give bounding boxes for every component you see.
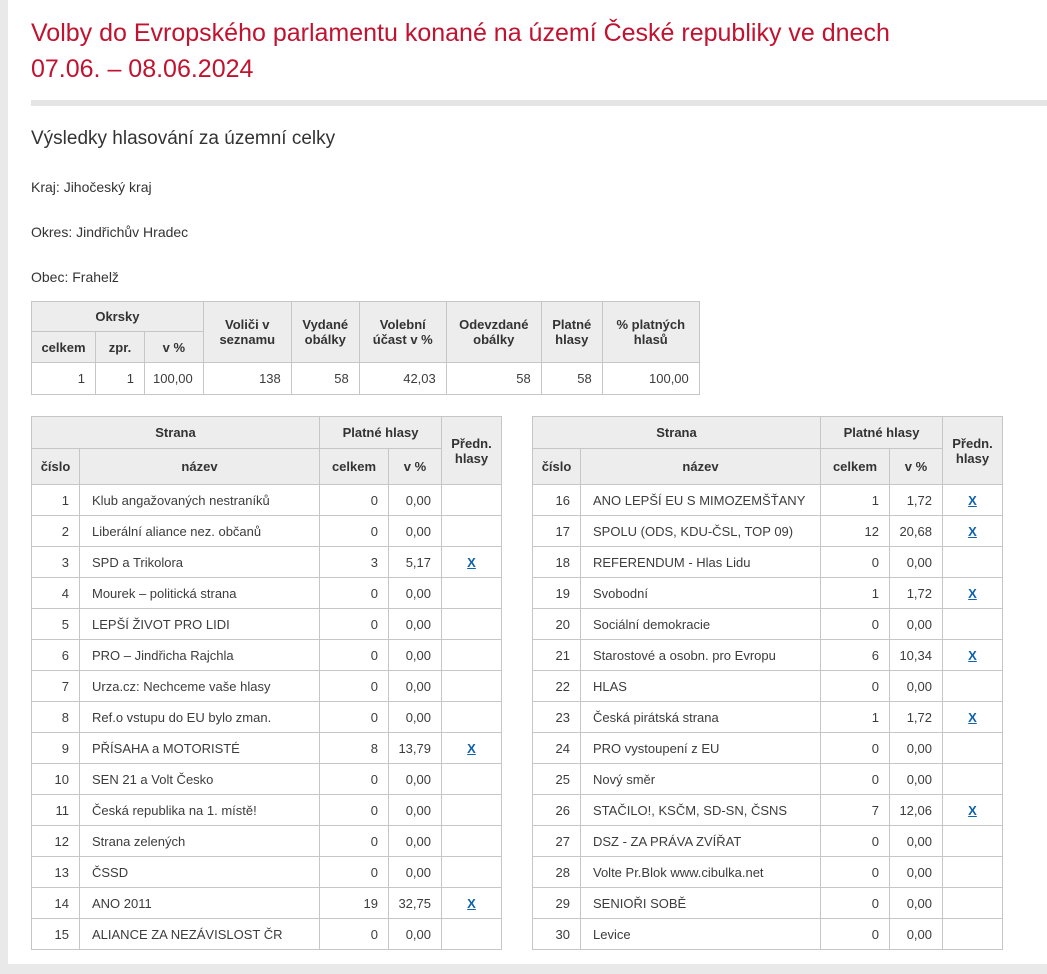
- party-number-cell: 29: [533, 888, 581, 919]
- odevzdane-obalky-value: 58: [446, 363, 541, 395]
- header-okrsky-zpr: zpr.: [96, 332, 145, 363]
- pref-votes-cell: [442, 888, 502, 919]
- party-name-cell: Ref.o vstupu do EU bylo zman.: [80, 702, 320, 733]
- party-total-cell: 1: [821, 578, 890, 609]
- pref-votes-cell: [442, 919, 502, 950]
- party-name-cell: Klub angažovaných nestraníků: [80, 485, 320, 516]
- title-divider: [31, 100, 1047, 106]
- obec-value: Frahelž: [72, 269, 119, 285]
- party-row: [533, 547, 1003, 578]
- party-total-cell: 0: [821, 733, 890, 764]
- party-row: [32, 516, 502, 547]
- party-header-row-1: [533, 417, 1003, 449]
- party-total-cell: 0: [320, 671, 389, 702]
- volebni-ucast-value: 42,03: [359, 363, 446, 395]
- party-row: [32, 609, 502, 640]
- party-name-cell: ANO LEPŠÍ EU S MIMOZEMŠŤANY: [581, 485, 821, 516]
- party-name-cell: Česká republika na 1. místě!: [80, 795, 320, 826]
- page-title: Volby do Evropského parlamentu konané na území České republiky ve dnech 07.06. – 08.06.2024: [31, 19, 890, 83]
- pref-votes-cell: [442, 547, 502, 578]
- party-percent-cell: 12,06: [890, 795, 943, 826]
- party-row: [533, 609, 1003, 640]
- party-percent-cell: 0,00: [890, 671, 943, 702]
- summary-header-row-1: [32, 302, 700, 332]
- party-name-cell: Urza.cz: Nechceme vaše hlasy: [80, 671, 320, 702]
- header-vydane-obalky: Vydané obálky: [291, 302, 359, 363]
- region-line-okres: [31, 224, 1047, 240]
- party-row: [533, 671, 1003, 702]
- pref-votes-cell: [943, 702, 1003, 733]
- header-okrsky-v-pct: v %: [145, 332, 204, 363]
- party-number-cell: 4: [32, 578, 80, 609]
- party-number-cell: 30: [533, 919, 581, 950]
- pref-votes-cell: [442, 857, 502, 888]
- party-percent-cell: 5,17: [389, 547, 442, 578]
- party-name-cell: Sociální demokracie: [581, 609, 821, 640]
- pref-votes-cell: [943, 516, 1003, 547]
- header-v-pct: v %: [890, 449, 943, 485]
- party-percent-cell: 0,00: [389, 485, 442, 516]
- party-name-cell: Volte Pr.Blok www.cibulka.net: [581, 857, 821, 888]
- okrsky-celkem-value: 1: [32, 363, 96, 395]
- party-percent-cell: 0,00: [389, 702, 442, 733]
- party-name-cell: SPD a Trikolora: [80, 547, 320, 578]
- party-total-cell: 8: [320, 733, 389, 764]
- header-cislo: číslo: [533, 449, 581, 485]
- party-name-cell: Starostové a osobn. pro Evropu: [581, 640, 821, 671]
- party-total-cell: 0: [320, 919, 389, 950]
- party-number-cell: 8: [32, 702, 80, 733]
- pref-votes-link[interactable]: X: [467, 740, 476, 756]
- party-number-cell: 26: [533, 795, 581, 826]
- pref-votes-cell: [943, 640, 1003, 671]
- party-row: [32, 547, 502, 578]
- pref-votes-cell: [943, 919, 1003, 950]
- party-percent-cell: 0,00: [890, 733, 943, 764]
- party-number-cell: 18: [533, 547, 581, 578]
- pref-votes-cell: [943, 857, 1003, 888]
- header-volici-v-seznamu: Voliči v seznamu: [203, 302, 291, 363]
- party-number-cell: 9: [32, 733, 80, 764]
- obec-label: Obec:: [31, 269, 69, 285]
- party-number-cell: 16: [533, 485, 581, 516]
- vydane-obalky-value: 58: [291, 363, 359, 395]
- party-row: [533, 795, 1003, 826]
- party-total-cell: 0: [821, 826, 890, 857]
- party-number-cell: 25: [533, 764, 581, 795]
- party-percent-cell: 0,00: [890, 547, 943, 578]
- party-name-cell: REFERENDUM - Hlas Lidu: [581, 547, 821, 578]
- pref-votes-cell: [943, 733, 1003, 764]
- party-name-cell: SENIOŘI SOBĚ: [581, 888, 821, 919]
- party-number-cell: 19: [533, 578, 581, 609]
- party-percent-cell: 32,75: [389, 888, 442, 919]
- pref-votes-cell: [442, 671, 502, 702]
- party-number-cell: 28: [533, 857, 581, 888]
- party-row: [32, 671, 502, 702]
- party-number-cell: 2: [32, 516, 80, 547]
- pref-votes-cell: [943, 826, 1003, 857]
- party-name-cell: SEN 21 a Volt Česko: [80, 764, 320, 795]
- party-number-cell: 24: [533, 733, 581, 764]
- header-platne-hlasy: Platné hlasy: [541, 302, 602, 363]
- party-name-cell: PRO – Jindřicha Rajchla: [80, 640, 320, 671]
- header-nazev: název: [581, 449, 821, 485]
- party-total-cell: 0: [821, 764, 890, 795]
- party-total-cell: 1: [821, 702, 890, 733]
- party-percent-cell: 0,00: [389, 857, 442, 888]
- party-row: [32, 857, 502, 888]
- party-number-cell: 3: [32, 547, 80, 578]
- party-row: [32, 795, 502, 826]
- party-row: [533, 485, 1003, 516]
- header-strana: Strana: [32, 417, 320, 449]
- party-percent-cell: 0,00: [389, 764, 442, 795]
- party-name-cell: Svobodní: [581, 578, 821, 609]
- party-row: [32, 919, 502, 950]
- party-total-cell: 0: [821, 547, 890, 578]
- party-total-cell: 12: [821, 516, 890, 547]
- pref-votes-link[interactable]: X: [467, 554, 476, 570]
- party-name-cell: STAČILO!, KSČM, SD-SN, ČSNS: [581, 795, 821, 826]
- pref-votes-cell: [442, 609, 502, 640]
- party-total-cell: 0: [320, 857, 389, 888]
- header-pct-platnych-hlasu: % platných hlasů: [602, 302, 699, 363]
- party-percent-cell: 0,00: [890, 609, 943, 640]
- party-row: [32, 733, 502, 764]
- party-number-cell: 6: [32, 640, 80, 671]
- party-row: [32, 702, 502, 733]
- pref-votes-cell: [442, 516, 502, 547]
- party-row: [32, 764, 502, 795]
- party-row: [533, 733, 1003, 764]
- party-header-row-1: [32, 417, 502, 449]
- party-total-cell: 0: [320, 826, 389, 857]
- pref-votes-link[interactable]: X: [968, 709, 977, 725]
- party-header-row-2: [533, 449, 1003, 485]
- party-total-cell: 0: [320, 609, 389, 640]
- header-cislo: číslo: [32, 449, 80, 485]
- party-total-cell: 0: [320, 516, 389, 547]
- pref-votes-link[interactable]: X: [968, 585, 977, 601]
- summary-values-row: [32, 363, 700, 395]
- pref-votes-cell: [442, 640, 502, 671]
- okrsky-zpr-value: 1: [96, 363, 145, 395]
- header-odevzdane-obalky: Odevzdané obálky: [446, 302, 541, 363]
- party-number-cell: 20: [533, 609, 581, 640]
- header-nazev: název: [80, 449, 320, 485]
- pref-votes-link[interactable]: X: [968, 523, 977, 539]
- party-table-right: [532, 416, 1003, 950]
- header-celkem: celkem: [320, 449, 389, 485]
- party-number-cell: 21: [533, 640, 581, 671]
- party-total-cell: 0: [320, 764, 389, 795]
- header-platne-hlasy-group: Platné hlasy: [821, 417, 943, 449]
- party-name-cell: PŘÍSAHA a MOTORISTÉ: [80, 733, 320, 764]
- region-line-obec: [31, 269, 1047, 285]
- header-platne-hlasy-group: Platné hlasy: [320, 417, 442, 449]
- party-total-cell: 0: [320, 702, 389, 733]
- party-total-cell: 0: [320, 485, 389, 516]
- pref-votes-cell: [442, 485, 502, 516]
- party-name-cell: Liberální aliance nez. občanů: [80, 516, 320, 547]
- party-row: [533, 857, 1003, 888]
- pref-votes-link[interactable]: X: [968, 492, 977, 508]
- volici-v-seznamu-value: 138: [203, 363, 291, 395]
- header-okrsky-celkem: celkem: [32, 332, 96, 363]
- okrsky-pct-value: 100,00: [145, 363, 204, 395]
- party-row: [32, 888, 502, 919]
- party-total-cell: 0: [320, 578, 389, 609]
- party-total-cell: 1: [821, 485, 890, 516]
- party-row: [533, 888, 1003, 919]
- party-table-left: [31, 416, 502, 950]
- party-total-cell: 0: [821, 919, 890, 950]
- party-row: [533, 516, 1003, 547]
- pct-platnych-hlasu-value: 100,00: [602, 363, 699, 395]
- party-total-cell: 3: [320, 547, 389, 578]
- party-percent-cell: 0,00: [389, 795, 442, 826]
- party-percent-cell: 1,72: [890, 702, 943, 733]
- pref-votes-cell: [442, 702, 502, 733]
- pref-votes-link[interactable]: X: [467, 895, 476, 911]
- party-tables-row: [31, 416, 1047, 950]
- party-name-cell: Česká pirátská strana: [581, 702, 821, 733]
- pref-votes-cell: [943, 764, 1003, 795]
- kraj-label: Kraj:: [31, 179, 60, 195]
- pref-votes-cell: [442, 733, 502, 764]
- party-number-cell: 11: [32, 795, 80, 826]
- party-percent-cell: 20,68: [890, 516, 943, 547]
- party-percent-cell: 0,00: [890, 919, 943, 950]
- party-total-cell: 0: [320, 640, 389, 671]
- party-table-body-0: [32, 485, 502, 950]
- party-name-cell: ANO 2011: [80, 888, 320, 919]
- party-percent-cell: 0,00: [890, 764, 943, 795]
- okres-label: Okres:: [31, 224, 73, 240]
- pref-votes-cell: [943, 888, 1003, 919]
- party-number-cell: 10: [32, 764, 80, 795]
- party-header-row-2: [32, 449, 502, 485]
- party-number-cell: 22: [533, 671, 581, 702]
- party-name-cell: Strana zelených: [80, 826, 320, 857]
- okres-value: Jindřichův Hradec: [76, 224, 189, 240]
- party-row: [533, 826, 1003, 857]
- pref-votes-cell: [943, 578, 1003, 609]
- party-row: [533, 578, 1003, 609]
- party-total-cell: 7: [821, 795, 890, 826]
- party-percent-cell: 0,00: [389, 919, 442, 950]
- header-volebni-ucast: Volební účast v %: [359, 302, 446, 363]
- party-total-cell: 6: [821, 640, 890, 671]
- kraj-value: Jihočeský kraj: [63, 179, 152, 195]
- party-name-cell: HLAS: [581, 671, 821, 702]
- party-number-cell: 23: [533, 702, 581, 733]
- party-percent-cell: 0,00: [890, 826, 943, 857]
- party-percent-cell: 0,00: [890, 857, 943, 888]
- pref-votes-cell: [442, 795, 502, 826]
- summary-table: [31, 301, 700, 395]
- party-name-cell: SPOLU (ODS, KDU-ČSL, TOP 09): [581, 516, 821, 547]
- party-name-cell: ALIANCE ZA NEZÁVISLOST ČR: [80, 919, 320, 950]
- party-number-cell: 17: [533, 516, 581, 547]
- party-row: [32, 485, 502, 516]
- pref-votes-cell: [442, 826, 502, 857]
- party-total-cell: 0: [821, 671, 890, 702]
- header-v-pct: v %: [389, 449, 442, 485]
- party-row: [533, 702, 1003, 733]
- party-name-cell: Mourek – politická strana: [80, 578, 320, 609]
- platne-hlasy-value: 58: [541, 363, 602, 395]
- party-row: [32, 826, 502, 857]
- party-percent-cell: 1,72: [890, 485, 943, 516]
- party-percent-cell: 0,00: [389, 609, 442, 640]
- party-name-cell: LEPŠÍ ŽIVOT PRO LIDI: [80, 609, 320, 640]
- section-subtitle: Výsledky hlasování za územní celky: [31, 128, 336, 149]
- results-page: [8, 0, 1047, 964]
- pref-votes-cell: [943, 795, 1003, 826]
- party-name-cell: Levice: [581, 919, 821, 950]
- party-percent-cell: 0,00: [389, 640, 442, 671]
- pref-votes-cell: [442, 578, 502, 609]
- pref-votes-link[interactable]: X: [968, 647, 977, 663]
- pref-votes-cell: [943, 671, 1003, 702]
- party-number-cell: 1: [32, 485, 80, 516]
- party-total-cell: 0: [821, 888, 890, 919]
- pref-votes-link[interactable]: X: [968, 802, 977, 818]
- party-row: [32, 640, 502, 671]
- party-percent-cell: 13,79: [389, 733, 442, 764]
- pref-votes-cell: [943, 609, 1003, 640]
- party-row: [533, 764, 1003, 795]
- header-strana: Strana: [533, 417, 821, 449]
- party-percent-cell: 10,34: [890, 640, 943, 671]
- party-name-cell: ČSSD: [80, 857, 320, 888]
- party-name-cell: DSZ - ZA PRÁVA ZVÍŘAT: [581, 826, 821, 857]
- party-percent-cell: 0,00: [389, 671, 442, 702]
- party-total-cell: 0: [821, 857, 890, 888]
- header-predn-hlasy: Předn. hlasy: [943, 417, 1003, 485]
- region-line-kraj: [31, 179, 1047, 195]
- party-row: [32, 578, 502, 609]
- party-percent-cell: 1,72: [890, 578, 943, 609]
- pref-votes-cell: [943, 485, 1003, 516]
- okrsky-group-header: Okrsky: [32, 302, 204, 332]
- party-percent-cell: 0,00: [389, 578, 442, 609]
- party-name-cell: PRO vystoupení z EU: [581, 733, 821, 764]
- party-table-body-1: [533, 485, 1003, 950]
- party-row: [533, 919, 1003, 950]
- party-percent-cell: 0,00: [389, 516, 442, 547]
- party-number-cell: 5: [32, 609, 80, 640]
- party-total-cell: 19: [320, 888, 389, 919]
- party-percent-cell: 0,00: [890, 888, 943, 919]
- pref-votes-cell: [943, 547, 1003, 578]
- party-number-cell: 7: [32, 671, 80, 702]
- pref-votes-cell: [442, 764, 502, 795]
- party-number-cell: 13: [32, 857, 80, 888]
- header-predn-hlasy: Předn. hlasy: [442, 417, 502, 485]
- party-number-cell: 14: [32, 888, 80, 919]
- header-celkem: celkem: [821, 449, 890, 485]
- party-percent-cell: 0,00: [389, 826, 442, 857]
- party-number-cell: 15: [32, 919, 80, 950]
- party-row: [533, 640, 1003, 671]
- party-name-cell: Nový směr: [581, 764, 821, 795]
- party-total-cell: 0: [821, 609, 890, 640]
- party-number-cell: 27: [533, 826, 581, 857]
- party-number-cell: 12: [32, 826, 80, 857]
- party-total-cell: 0: [320, 795, 389, 826]
